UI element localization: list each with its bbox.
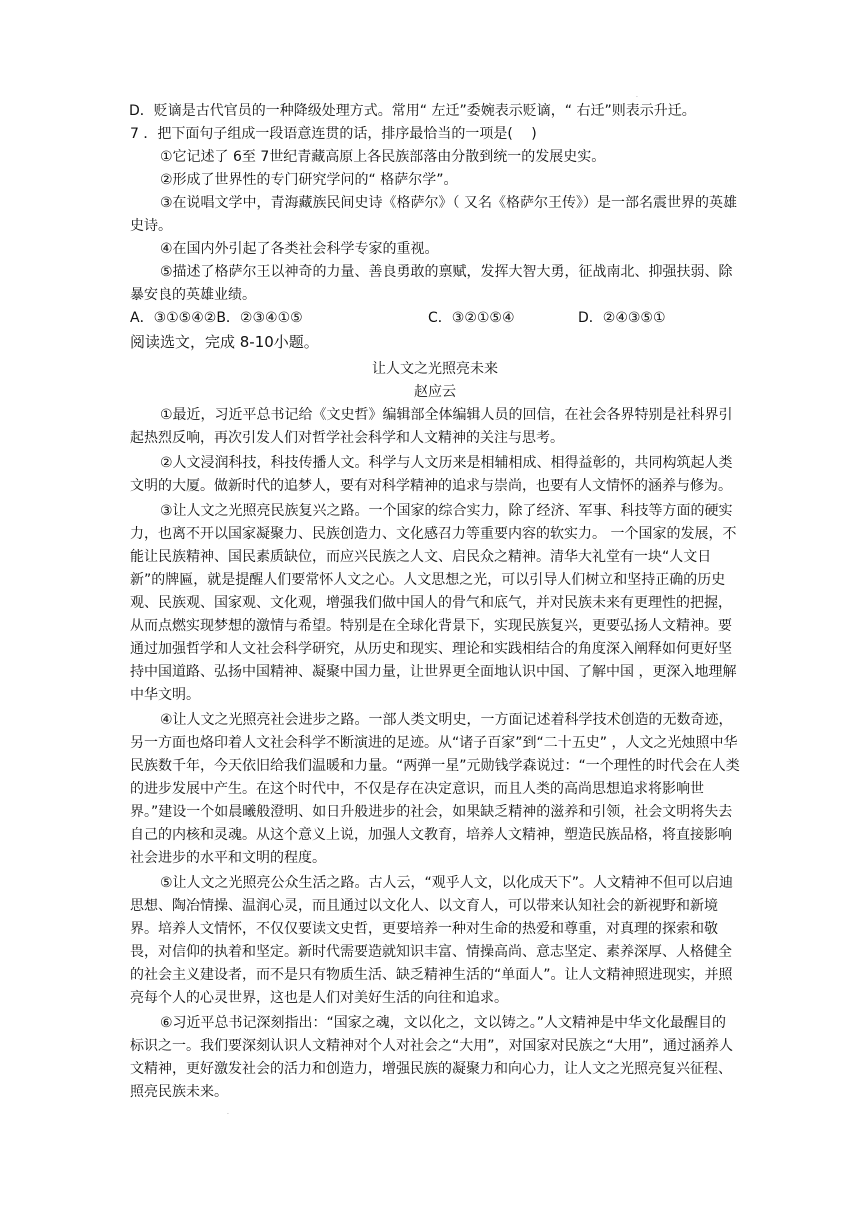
- article-paragraph-3: ③让人文之光照亮民族复兴之路。一个国家的综合实力，除了经济、军事、科技等方面的硬实力，也离不开以国家凝聚力、民族创造力、文化感召力等重要内容的软实力。 一个国家的发展，不能让民族精神、国民素质缺位，而应兴民族之人文、启民众之精神。清华大礼堂有一块“人文日新”的牌匾，就是提醒人们要常怀人文之心。人文思想之光，可以引导人们树立和坚持正确的历史观、民族观、国家观、文化观，增强我们做中国人的骨气和底气，并对民族未来有更理性的把握，从而点燃实现梦想的激情与希望。特别是在全球化背景下，实现民族复兴，更要弘扬人文精神。要通过加强哲学和人文社会科学研究，从历史和现实、理论和实践相结合的角度深入阐释如何更好坚持中国道路、弘扬中国精神、凝聚中国力量，让世界更全面地认识中国、了解中国 ，更深入地理解中华文明。: [130, 503, 737, 703]
- q7-option-d[interactable]: D．②④③⑤①: [578, 310, 666, 326]
- article-paragraph-1: ①最近，习近平总书记给《文史哲》编辑部全体编辑人员的回信，在社会各界特别是社科界引起热烈反响，再次引发人们对哲学社会科学和人文精神的关注与思考。: [130, 407, 733, 446]
- q7-sentence-2: ②形成了世界性的专门研究学问的“ 格萨尔学”。: [160, 172, 458, 188]
- q7-option-c[interactable]: C．③②①⑤④: [428, 310, 515, 326]
- decorative-dot-bottom: .: [227, 1109, 229, 1116]
- q7-sentence-4: ④在国内外引起了各类社会科学专家的重视。: [160, 241, 439, 257]
- q7-sentence-3: ③在说唱文学中，青海藏族民间史诗《格萨尔》（ 又名《格萨尔王传》）是一部名震世界的英雄史诗。: [130, 195, 737, 234]
- document-page: [130, 100, 740, 1106]
- article-paragraph-2: ②人文浸润科技，科技传播人文。科学与人文历来是相辅相成、相得益彰的，共同构筑起人类文明的大厦。做新时代的追梦人，要有对科学精神的追求与崇尚，也要有人文情怀的涵养与修为。: [130, 455, 733, 494]
- decorative-dot-top: .: [636, 92, 638, 99]
- article-paragraph-4: ④让人文之光照亮社会进步之路。一部人类文明史，一方面记述着科学技术创造的无数奇迹，另一方面也烙印着人文社会科学不断演进的足迹。从“诸子百家”到“二十五史” ，人文之光烛照中华民族数千年，今天依旧给我们温暖和力量。“两弹一星”元勋钱学森说过：“一个理性的时代会在人类的进步发展中产生。在这个时代中，不仅是存在决定意识，而且人类的高尚思想追求将影响世界。”建设一个如晨曦般澄明、如日升般进步的社会，如果缺乏精神的滋养和引领，社会文明将失去自己的内核和灵魂。从这个意义上说，加强人文教育，培养人文精神，塑造民族品格，将直接影响社会进步的水平和文明的程度。: [130, 712, 740, 866]
- option-d-line: D．贬谪是古代官员的一种降级处理方式。常用“ 左迁”委婉表示贬谪，“ 右迁”则表示升迁。: [129, 103, 696, 119]
- article-author: 赵应云: [414, 384, 456, 400]
- article-title: 让人文之光照亮未来: [372, 361, 498, 377]
- article-paragraph-5: ⑤让人文之光照亮公众生活之路。古人云，“观乎人文，以化成天下”。人文精神不但可以启迪思想、陶冶情操、温润心灵，而且通过以文化人、以文育人，可以带来认知社会的新视野和新境界。培养人文情怀，不仅仅要读文史哲，更要培养一种对生命的热爱和尊重，对真理的探索和敬畏，对信仰的执着和坚定。新时代需要造就知识丰富、情操高尚、意志坚定、素养深厚、人格健全的社会主义建设者，而不是只有物质生活、缺乏精神生活的“单面人”。让人文精神照进现实，并照亮每个人的心灵世界，这也是人们对美好生活的向往和追求。: [130, 875, 734, 1006]
- q7-sentence-5: ⑤描述了格萨尔王以神奇的力量、善良勇敢的禀赋，发挥大智大勇，征战南北、抑强扶弱、除暴安良的英雄业绩。: [130, 264, 733, 303]
- q7-option-ab[interactable]: A．③①⑤④②B．②③④①⑤: [130, 310, 303, 326]
- q7-options: [130, 307, 740, 330]
- q7-sentence-1: ①它记述了 6至 7世纪青藏高原上各民族部落由分散到统一的发展史实。: [160, 149, 606, 165]
- article-paragraph-6: ⑥习近平总书记深刻指出：“国家之魂，文以化之，文以铸之。”人文精神是中华文化最醒目的标识之一。我们要深刻认识人文精神对个人对社会之“大用”，对国家对民族之“大用”，通过涵养人文精神，更好激发社会的活力和创造力，增强民族的凝聚力和向心力，让人文之光照亮复兴征程、照亮民族未来。: [130, 1015, 734, 1100]
- question-7-stem: 7 ．把下面句子组成一段语意连贯的话，排序最恰当的一项是( ): [130, 126, 537, 142]
- reading-intro: 阅读选文，完成 8-10小题。: [130, 333, 319, 351]
